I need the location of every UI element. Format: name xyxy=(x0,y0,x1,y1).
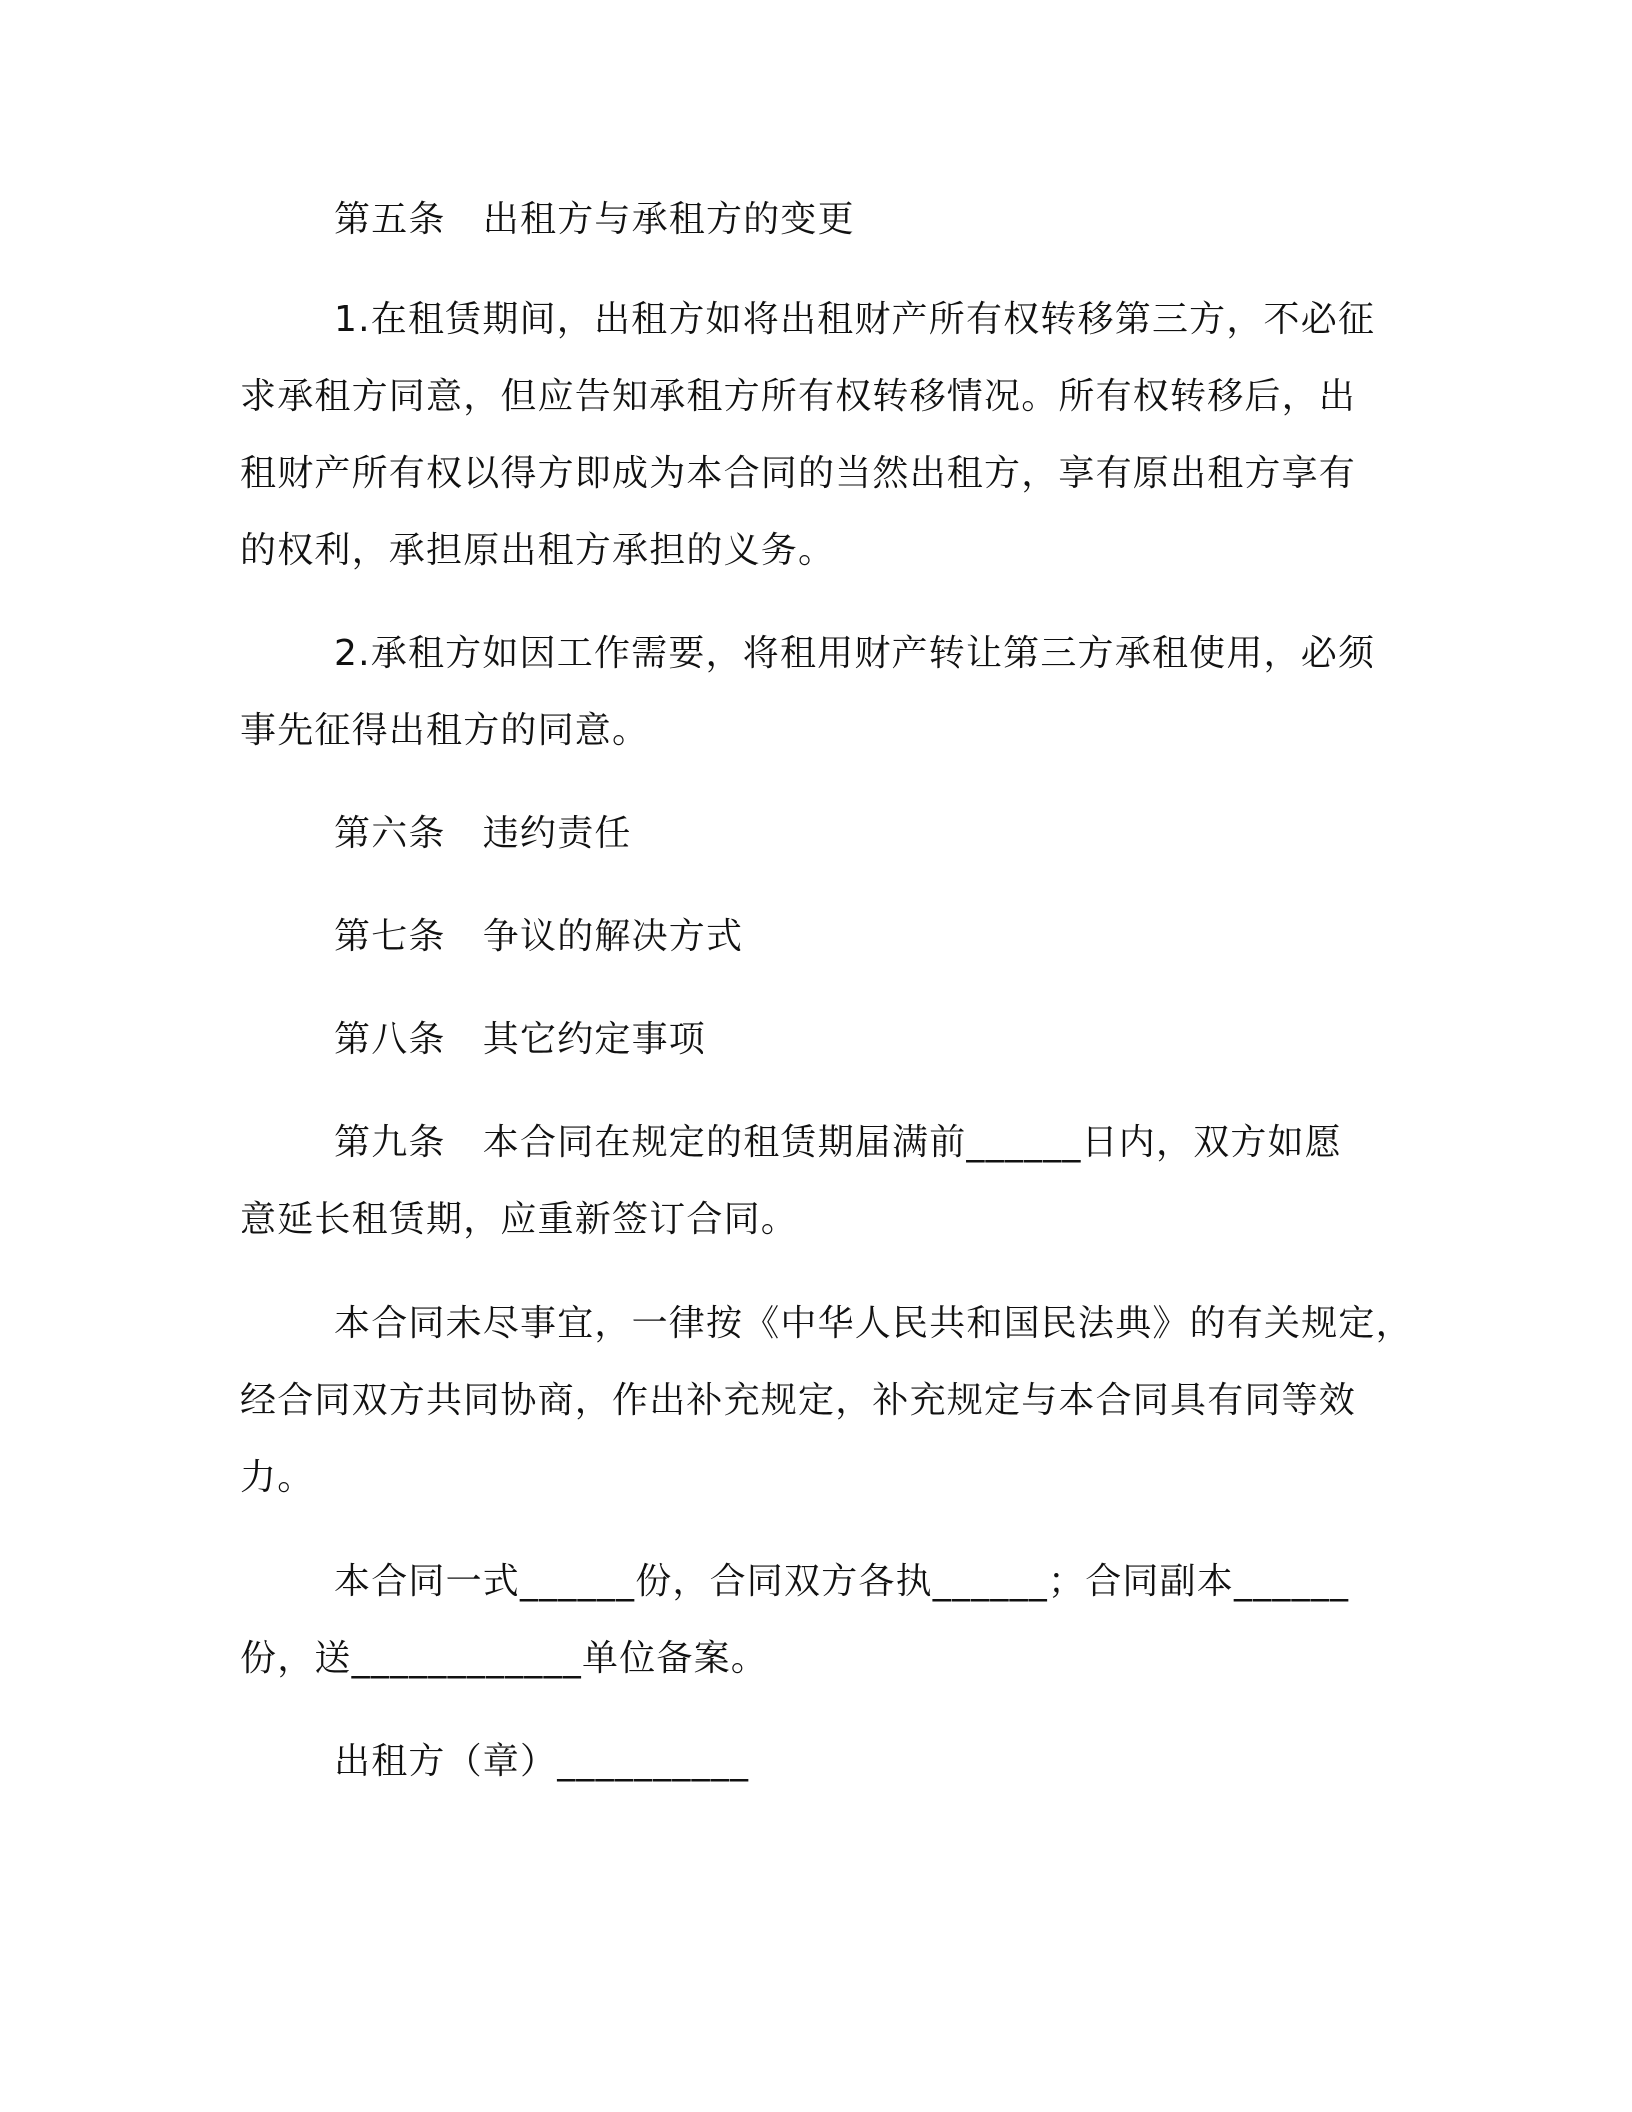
article-6-heading: 第六条 违约责任 xyxy=(334,813,632,854)
copies-line-2: 份，送____________单位备案。 xyxy=(240,1638,769,1679)
supplement-line-3: 力。 xyxy=(240,1457,315,1498)
article-9-line-2: 意延长租赁期，应重新签订合同。 xyxy=(240,1199,799,1240)
article-9-line-1: 第九条 本合同在规定的租赁期届满前______日内，双方如愿 xyxy=(334,1122,1343,1163)
article-5-clause-1-line-4: 的权利，承担原出租方承担的义务。 xyxy=(240,530,836,571)
article-5-heading: 第五条 出租方与承租方的变更 xyxy=(334,199,855,240)
article-5-clause-1-line-3: 租财产所有权以得方即成为本合同的当然出租方，享有原出租方享有 xyxy=(240,453,1357,494)
article-5-clause-2-line-1: 2.承租方如因工作需要，将租用财产转让第三方承租使用，必须 xyxy=(334,633,1376,674)
article-5-clause-1-line-1: 1.在租赁期间，出租方如将出租财产所有权转移第三方，不必征 xyxy=(334,299,1376,340)
article-7-heading: 第七条 争议的解决方式 xyxy=(334,916,744,957)
article-5-clause-2-line-2: 事先征得出租方的同意。 xyxy=(240,710,650,751)
supplement-line-1: 本合同未尽事宜，一律按《中华人民共和国民法典》的有关规定， xyxy=(334,1303,1413,1344)
article-8-heading: 第八条 其它约定事项 xyxy=(334,1019,707,1060)
article-5-clause-1-line-2: 求承租方同意，但应告知承租方所有权转移情况。所有权转移后，出 xyxy=(240,376,1357,417)
copies-line-1: 本合同一式______份，合同双方各执______；合同副本______ xyxy=(334,1561,1350,1602)
supplement-line-2: 经合同双方共同协商，作出补充规定，补充规定与本合同具有同等效 xyxy=(240,1380,1357,1421)
lessor-seal-line: 出租方（章）__________ xyxy=(334,1741,750,1782)
